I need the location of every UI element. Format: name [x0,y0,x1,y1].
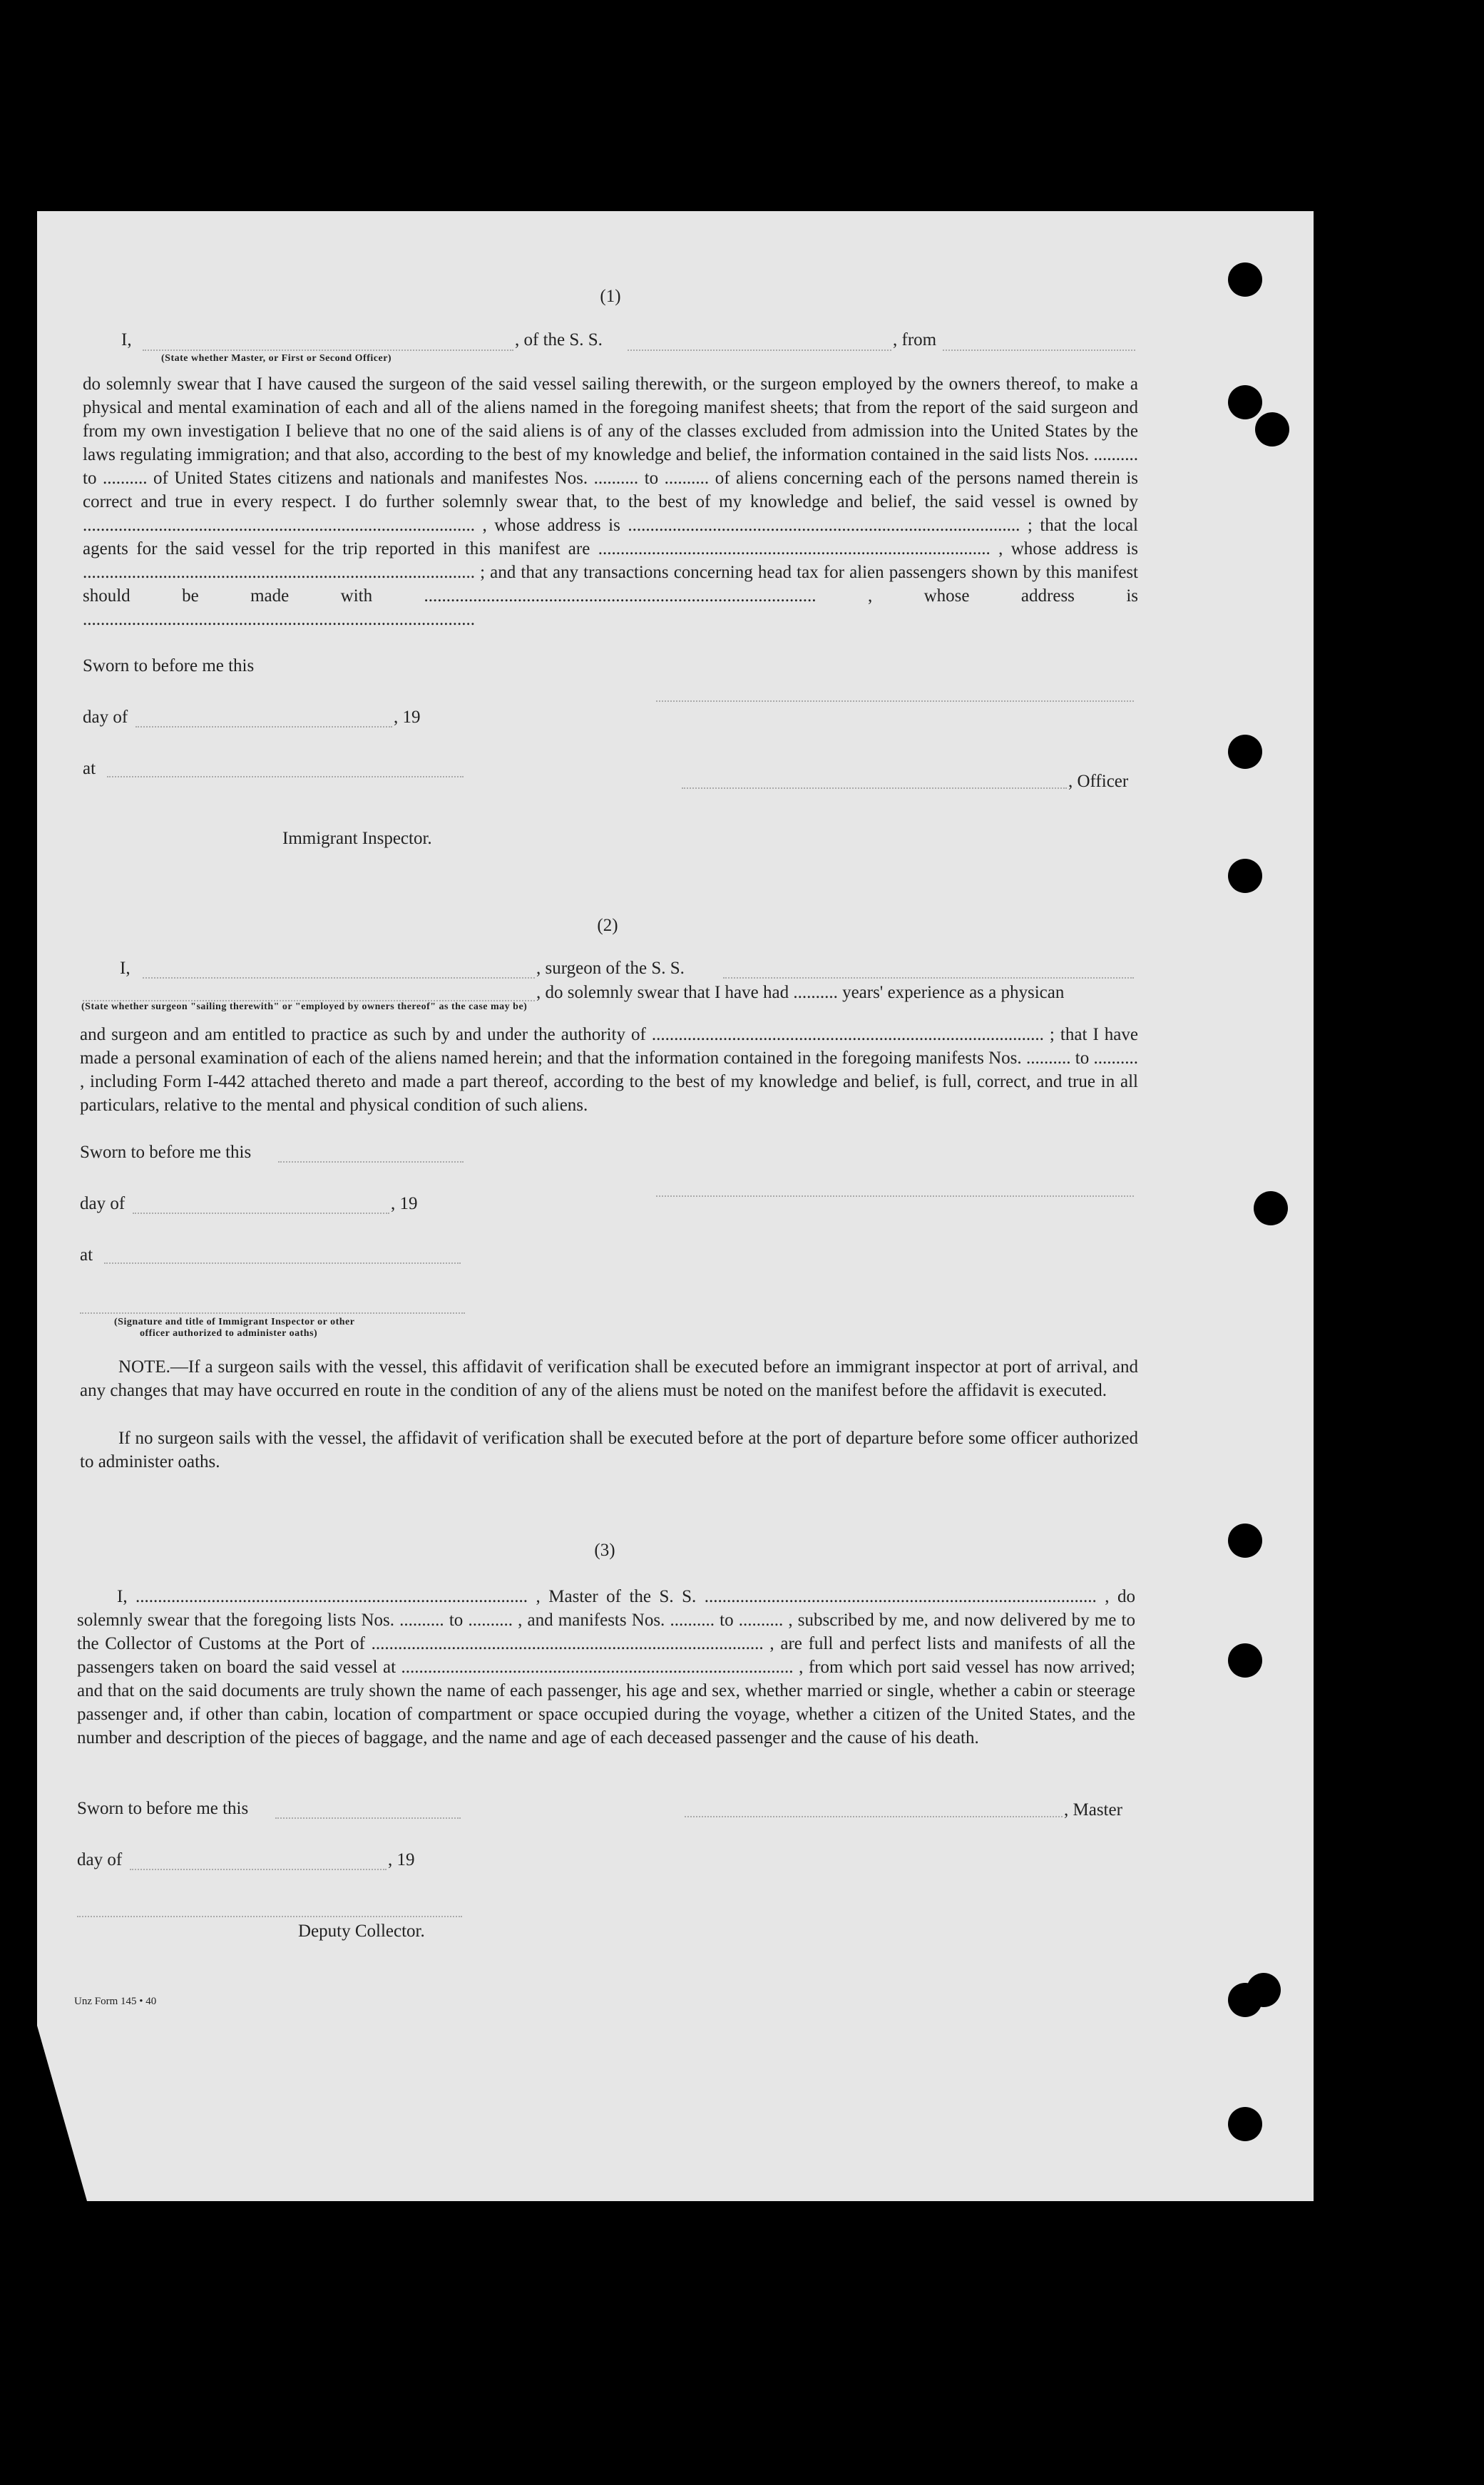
section-2-heading: (2) [597,916,618,935]
field-vessel[interactable] [628,349,891,351]
field-officer[interactable] [682,787,1067,789]
field-surgeon-vessel[interactable] [723,977,1134,979]
form-number: Unz Form 145 • 40 [74,1996,157,2007]
field-surgeon-name[interactable] [143,977,535,979]
field-sworn-date[interactable] [278,1161,464,1163]
section-2-sworn: Sworn to before me this [80,1143,252,1162]
section-2-sig-note-1: (Signature and title of Immigrant Inspector or other [114,1317,355,1327]
signature-line[interactable] [656,700,1134,702]
punch-hole [1228,1643,1262,1678]
section-2-paragraph: and surgeon and am entitled to practice as such by and under the authority of ........................................................................................ ; that I have made a personal examination of each of the aliens named herein; and that the information contained in the foregoing manifests Nos. .......... to .......... , including Form I-442 attached thereto and made a part thereof, according to the best of my knowledge and belief, is full, correct, and true in all particulars, relative to the mental and physical condition of such aliens. [80,1025,1138,1115]
inspector-signature-line[interactable] [80,1312,465,1314]
section-1-paragraph: do solemnly swear that I have caused the surgeon of the said vessel sailing therewith, or the surgeon employed by the owners thereof, to make a physical and mental examination of each and all of the aliens named in the foregoing manifest sheets; that from the report of the said surgeon and from my own investigation I believe that no one of the said aliens is of any of the classes excluded from admission into the United States by the laws regulating immigration; and that also, according to the best of my knowledge and belief, the information contained in the said lists Nos. .......... to .......... of United States citizens and nationals and manifestes Nos. .......... to .......... of aliens concerning each of the persons named therein is correct and true in every respect. I do further solemnly swear that, to the best of my knowledge and belief, the said vessel is owned by ........................................................................................ , whose address is ........................................................................................ ; that the local agents for the said vessel for the trip reported in this manifest are ........................................................................................ , whose address is ........................................................................................ ; and that any transactions concerning head tax for alien passengers shown by this manifest should be made with ........................................................................................ , whose address is ........................................................................................ [83,374,1138,629]
field-sworn-date[interactable] [275,1817,461,1819]
punch-hole [1228,859,1262,893]
field-at[interactable] [104,1262,461,1264]
section-3-heading: (3) [594,1541,615,1560]
section-3-paragraph: I, ........................................................................................ , Master of the S. S. ........................................................................................ , do solemnly swear that the foregoing lists Nos. .......... to .......... , and manifests Nos. .......... to .......... , subscribed by me, and now delivered by me to the Collector of Customs at the Port of ........................................................................................ , are full and perfect lists and manifests of all the passengers taken on board the said vessel at ........................................................................................ , from which port said vessel has now arrived; and that on the said documents are truly shown the name of each passenger, his age and sex, whether married or single, whether a cabin or steerage passenger and, if other than cabin, location of compartment or space occupied during the voyage, whether a citizen of the United States, and the number and description of the pieces of baggage, and the name and age of each deceased passenger and the cause of his death. [77,1587,1135,1747]
section-3-deputy: Deputy Collector. [298,1922,425,1941]
field-at[interactable] [107,776,464,777]
section-1-officer: , Officer [1068,772,1129,791]
field-day[interactable] [135,726,392,728]
section-3-day-of: day of [77,1850,123,1869]
punch-hole [1228,385,1262,419]
section-1-sworn: Sworn to before me this [83,656,255,675]
punch-hole [1247,1973,1281,2007]
section-2-note-p2: If no surgeon sails with the vessel, the affidavit of verification shall be executed before at the port of departure before some officer authorized to administer oaths. [80,1429,1138,1471]
section-2-year: , 19 [391,1194,418,1213]
section-2-sig-note-2: officer authorized to administer oaths) [140,1328,318,1339]
field-day[interactable] [130,1869,387,1870]
section-2-note-p1: NOTE.—If a surgeon sails with the vessel, this affidavit of verification shall be executed before an immigrant inspector at port of arrival, and any changes that may have occurred en route in the condition of any of the aliens must be noted on the manifest before the affidavit is executed. [80,1357,1138,1400]
section-2-line2: , do solemnly swear that I have had .......... years' experience as a physican [536,983,1065,1002]
master-signature-line[interactable] [685,1816,1063,1817]
section-1-heading: (1) [600,287,621,306]
section-1-at: at [83,759,96,778]
field-day[interactable] [133,1213,389,1214]
punch-hole [1228,262,1262,297]
section-3-year: , 19 [388,1850,415,1869]
punch-hole [1254,1191,1288,1225]
section-3-master: , Master [1064,1800,1122,1820]
field-name[interactable] [143,349,513,351]
section-1-from: , from [893,330,937,349]
section-2-note: (State whether surgeon "sailing therewith" or "employed by owners thereof" as the case may be) [81,1001,528,1012]
section-2-at: at [80,1245,93,1265]
section-1-year: , 19 [394,708,421,727]
section-1-note: (State whether Master, or First or Second Officer) [161,353,392,364]
deputy-signature-line[interactable] [77,1916,462,1917]
surgeon-signature-line[interactable] [656,1195,1134,1197]
section-1-of-ss: , of the S. S. [515,330,603,349]
section-2-day-of: day of [80,1194,126,1213]
section-1-i: I, [121,330,132,349]
section-2-i: I, [120,959,131,978]
section-1-day-of: day of [83,708,128,727]
punch-hole [1255,412,1289,447]
punch-hole [1228,735,1262,769]
punch-hole [1228,1524,1262,1558]
torn-corner [37,2026,87,2201]
section-1-inspector: Immigrant Inspector. [282,829,432,848]
section-3-sworn: Sworn to before me this [77,1799,249,1818]
punch-hole [1228,2107,1262,2141]
field-from-port[interactable] [943,349,1135,351]
section-2-surgeon: , surgeon of the S. S. [536,959,685,978]
